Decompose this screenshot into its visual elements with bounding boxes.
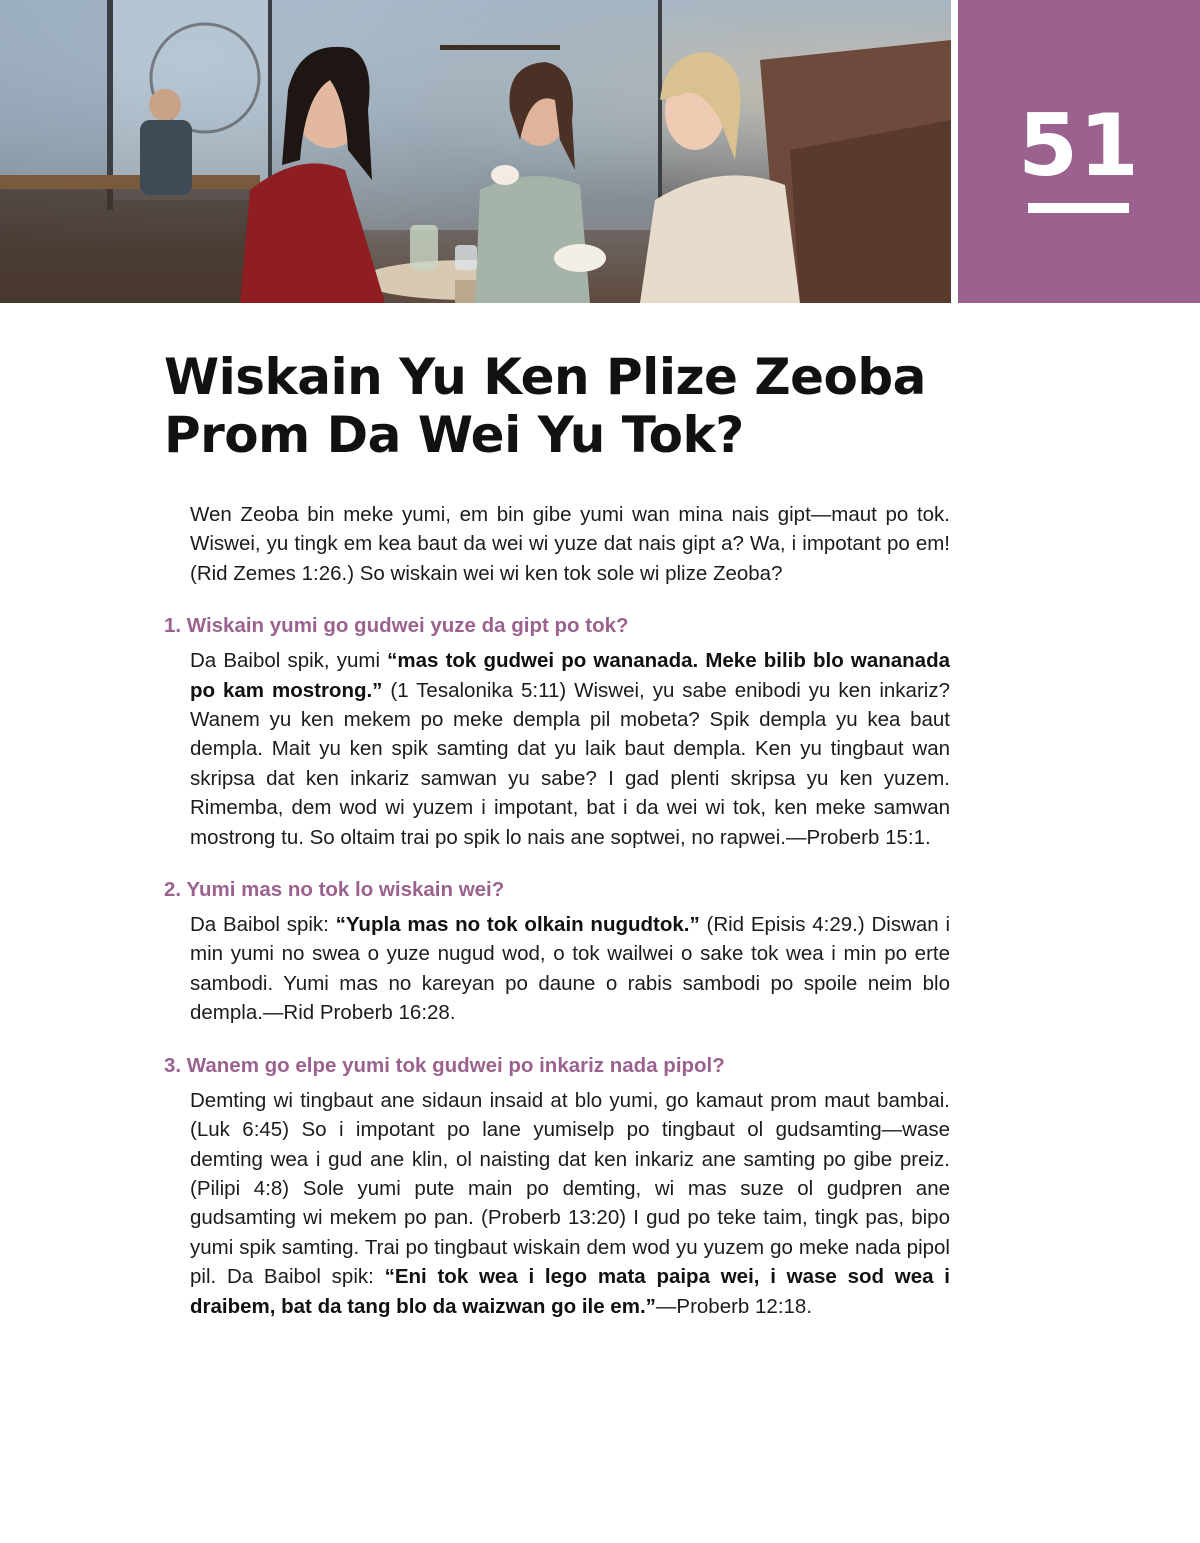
paragraph-text: Demting wi tingbaut ane sidaun insaid at blo yumi, go kamaut prom maut bambai. (Luk 6:45) So i impotant po lane yumiselp po tingbaut ol gudsamting—wase demting wea i gud ane klin, ol naisting dat ken inkariz ane samting po gibe preiz. (Pilipi 4:8) Sole yumi pute main po demting, wi mas suze ol gudpren ane gudsamting wi mekem po pan. (Proberb 13:20) I gud po teke taim, tingk pas, bipo yumi spik samting. Trai po tingbaut wiskain dem wod yu yuzem go meke nada pipol pil. Da Baibol spik:: [190, 1088, 950, 1289]
section-paragraph: [190, 1086, 950, 1321]
section-question: 1. Wiskain yumi go gudwei yuze da gipt po tok?: [164, 614, 629, 638]
section-2: [164, 875, 950, 1028]
paragraph-text: Da Baibol spik:: [190, 913, 336, 937]
section-paragraph: [190, 646, 950, 852]
page-title-line-1: Wiskain Yu Ken Plize Zeoba: [164, 348, 926, 406]
section-question: 3. Wanem go elpe yumi tok gudwei po inkariz nada pipol?: [164, 1053, 725, 1077]
bible-quote: “Yupla mas no tok olkain nugudtok.”: [335, 913, 700, 937]
section-paragraph: [190, 910, 950, 1028]
header-photo: [0, 0, 951, 303]
article-body: [164, 500, 950, 1321]
bible-quote: “mas tok gudwei po wananada. Meke bilib blo wananada po kam mostrong.”: [190, 649, 950, 702]
intro-paragraph: Wen Zeoba bin meke yumi, em bin gibe yumi wan mina nais gipt—maut po tok. Wiswei, yu tingk em kea baut da wei wi yuze dat nais gipt a? Wa, i impotant po em! (Rid Zemes 1:26.) So wiskain wei wi ken tok sole wi plize Zeoba?: [190, 503, 950, 585]
paragraph-text: (Rid Episis 4:29.) Diswan i min yumi no swea o yuze nugud wod, o tok wailwei o sake tok wea i min po erte sambodi. Yumi mas no kareyan po daune o rabis sambodi po spoile neim blo dempla.—Rid Proberb 16:28.: [190, 913, 950, 1025]
section-1: [164, 611, 950, 852]
section-3: [164, 1051, 950, 1321]
section-question: 2. Yumi mas no tok lo wiskain wei?: [164, 878, 505, 902]
lesson-number-panel: [958, 0, 1200, 303]
lesson-number-underline: [1028, 203, 1129, 213]
cafe-conversation-photo-icon: [0, 0, 951, 303]
page-title-line-2: Prom Da Wei Yu Tok?: [164, 406, 744, 464]
bible-quote: “Eni tok wea i lego mata paipa wei, i wase sod wea i draibem, bat da tang blo da waizwan go ile em.”: [190, 1265, 950, 1318]
lesson-number: 51: [1018, 96, 1140, 196]
paragraph-text: Da Baibol spik, yumi: [190, 649, 388, 673]
paragraph-text: —Proberb 12:18.: [655, 1294, 813, 1318]
paragraph-text: (1 Tesalonika 5:11) Wiswei, yu sabe enibodi yu ken inkariz? Wanem yu ken mekem po meke dempla pil mobeta? Spik dempla yu kea baut dempla. Mait yu ken spik samting dat yu laik baut dempla. Ken yu tingbaut wan skripsa dat ken inkariz samwan yu sabe? I gad plenti skripsa yu ken yuzem. Rimemba, dem wod wi yuzem i impotant, bat i da wei wi tok, ken meke samwan mostrong tu. So oltaim trai po spik lo nais ane soptwei, no rapwei.—Proberb 15:1.: [190, 678, 950, 849]
page-title: [164, 348, 964, 464]
